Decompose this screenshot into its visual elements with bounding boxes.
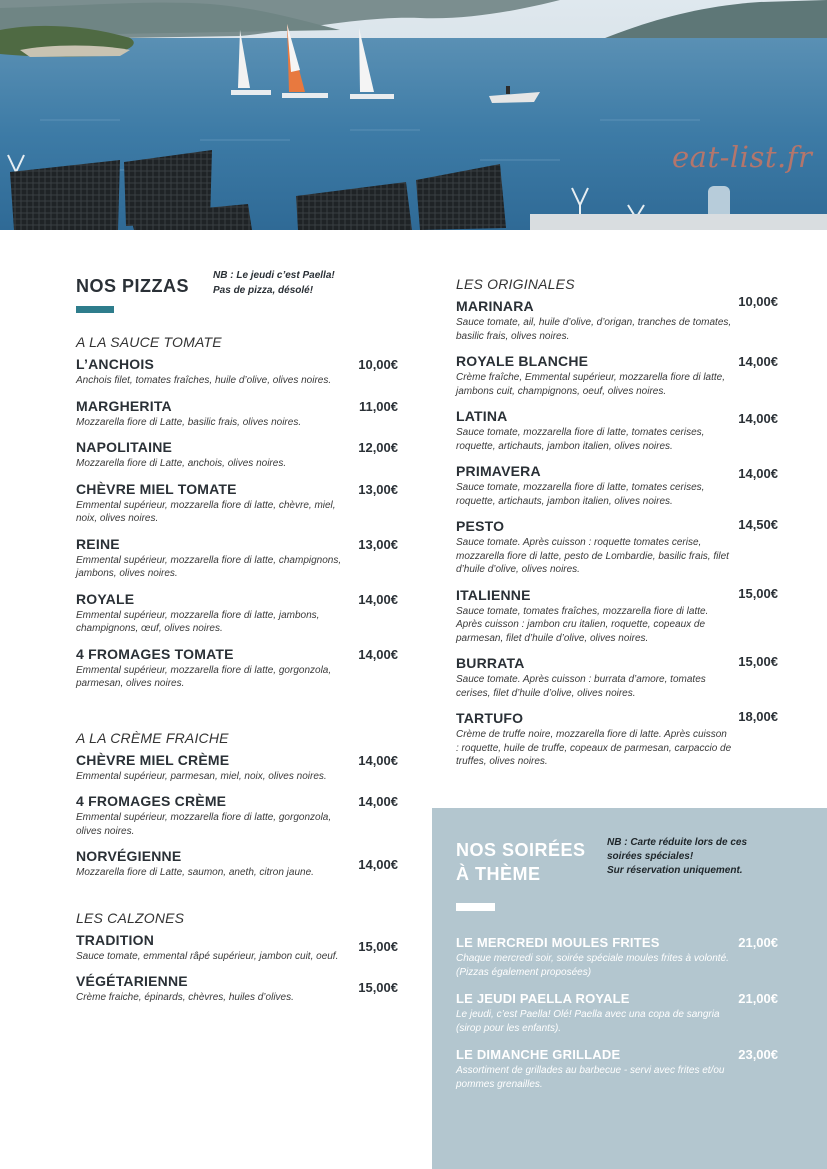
item-description: Mozzarella fiore di Latte, basilic frais, olives noires. xyxy=(76,416,302,428)
item-name: ROYALE xyxy=(76,590,135,607)
menu-item xyxy=(456,587,778,646)
item-price: 14,00€ xyxy=(358,752,398,768)
menu-item xyxy=(76,536,398,581)
item-description: Sauce tomate, tomates fraîches, mozzarella fiore di latte. Après cuisson : jambon cru italien, roquette, copeaux de parmesan, filet d’huile d’olive, olives noires. xyxy=(456,605,709,644)
item-price: 23,00€ xyxy=(738,1047,778,1062)
soirees-note-line: NB : Carte réduite lors de ces xyxy=(607,837,748,848)
item-description: Emmental supérieur, mozzarella fiore di latte, jambons, champignons, œuf, olives noires. xyxy=(76,609,320,634)
item-description: Assortiment de grillades au barbecue - servi avec frites et/ou pommes grenailles. xyxy=(456,1065,725,1090)
item-description: Emmental supérieur, parmesan, miel, noix, olives noires. xyxy=(76,770,327,782)
item-name: TARTUFO xyxy=(456,710,524,726)
item-name: PRIMAVERA xyxy=(456,463,541,479)
section-title: LES ORIGINALES xyxy=(456,276,575,292)
menu-item xyxy=(456,408,778,453)
soirees-note xyxy=(607,836,747,878)
item-price: 14,50€ xyxy=(738,517,778,532)
item-name: MARGHERITA xyxy=(76,397,172,414)
menu-item xyxy=(456,655,778,700)
menu-item xyxy=(456,353,778,398)
menu-item xyxy=(456,518,778,577)
pizzas-header xyxy=(76,268,398,323)
section-sauce-tomate xyxy=(76,334,398,691)
section-title: A LA CRÈME FRAICHE xyxy=(76,729,229,746)
item-name: NORVÉGIENNE xyxy=(76,848,182,864)
item-description: Sauce tomate, emmental râpé supérieur, jambon cuit, oeuf. xyxy=(76,950,339,962)
item-description: Emmental supérieur, mozzarella fiore di latte, gorgonzola, parmesan, olives noires. xyxy=(76,664,332,689)
watermark-text: eat-list.fr xyxy=(672,140,813,174)
title-accent-bar xyxy=(76,306,114,313)
soirees-note-line: Sur réservation uniquement. xyxy=(607,865,743,876)
item-description: Emmental supérieur, mozzarella fiore di latte, gorgonzola, olives noires. xyxy=(76,812,332,837)
menu-item xyxy=(76,793,398,838)
item-description: Le jeudi, c’est Paella! Olé! Paella avec una copa de sangria (sirop pour les enfants). xyxy=(456,1009,720,1034)
menu-item xyxy=(456,710,778,769)
pizzas-column xyxy=(76,268,398,1015)
soirees-title-line: À THÈME xyxy=(456,864,541,884)
item-name: 4 FROMAGES TOMATE xyxy=(76,645,234,662)
item-name: NAPOLITAINE xyxy=(76,439,173,455)
item-price: 11,00€ xyxy=(358,398,398,414)
item-description: Crème fraiche, épinards, chèvres, huiles d’olives. xyxy=(76,992,294,1003)
menu-item xyxy=(456,463,778,508)
item-price: 15,00€ xyxy=(358,938,398,954)
section-title: A LA SAUCE TOMATE xyxy=(76,334,222,350)
item-name: LE JEUDI PAELLA ROYALE xyxy=(456,991,630,1006)
item-description: Crème de truffe noire, mozzarella fiore di latte. Après cuisson : roquette, huile de truffe, copeaux de parmesan, carpaccio de truffes, olives noires. xyxy=(456,729,732,767)
soirees-title-line: NOS SOIRÉES xyxy=(456,840,586,860)
soirees-list xyxy=(456,934,778,1102)
menu-item xyxy=(76,646,398,691)
item-name: L’ANCHOIS xyxy=(76,356,155,372)
menu-item xyxy=(76,752,398,784)
header-photo xyxy=(0,0,827,230)
menu-item xyxy=(456,294,778,343)
item-name: LE MERCREDI MOULES FRITES xyxy=(456,935,660,950)
item-name: VÉGÉTARIENNE xyxy=(76,973,188,989)
menu-item xyxy=(456,934,778,979)
item-price: 14,00€ xyxy=(358,646,398,662)
item-price: 21,00€ xyxy=(738,935,778,950)
item-price: 15,00€ xyxy=(358,980,398,995)
item-price: 15,00€ xyxy=(738,585,778,601)
pizzas-title: NOS PIZZAS xyxy=(76,276,190,296)
item-name: ROYALE BLANCHE xyxy=(456,353,589,369)
item-description: Mozzarella fiore di Latte, saumon, aneth, citron jaune. xyxy=(76,867,314,878)
pizzas-note-line: NB : Le jeudi c’est Paella! xyxy=(213,270,335,281)
item-price: 14,00€ xyxy=(358,794,398,809)
menu-item xyxy=(76,356,398,388)
item-price: 13,00€ xyxy=(358,481,398,497)
menu-item xyxy=(456,1046,778,1091)
menu-item xyxy=(76,932,398,964)
menu-item xyxy=(76,973,398,1005)
item-price: 18,00€ xyxy=(738,709,778,724)
lake-scene-illustration xyxy=(0,0,827,230)
item-description: Anchois filet, tomates fraîches, huile d’olive, olives noires. xyxy=(76,375,332,386)
item-name: 4 FROMAGES CRÈME xyxy=(76,793,227,809)
soirees-box xyxy=(432,808,827,1169)
item-description: Crème fraîche, Emmental supérieur, mozzarella fiore di latte, jambons cuit, champignons, oeuf, olives noires. xyxy=(456,372,725,397)
item-name: REINE xyxy=(76,535,120,552)
item-description: Sauce tomate, ail, huile d’olive, d’origan, tranches de tomates, basilic frais, olives noires. xyxy=(456,317,732,342)
item-description: Mozzarella fiore di Latte, anchois, olives noires. xyxy=(76,458,287,469)
item-description: Chaque mercredi soir, soirée spéciale moules frites à volonté. (Pizzas également proposées) xyxy=(456,953,729,978)
item-price: 15,00€ xyxy=(738,654,778,669)
item-price: 14,00€ xyxy=(738,411,778,426)
soirees-note-line: soirées spéciales! xyxy=(607,851,694,862)
item-name: PESTO xyxy=(456,518,505,534)
item-name: MARINARA xyxy=(456,298,534,314)
originales-column xyxy=(456,276,778,779)
pizzas-note xyxy=(213,268,335,298)
item-price: 13,00€ xyxy=(358,536,398,552)
item-price: 14,00€ xyxy=(358,857,398,872)
item-price: 21,00€ xyxy=(738,991,778,1006)
item-description: Sauce tomate, mozzarella fiore di latte, tomates cerises, roquette, artichauts, jambon italien, olives noires. xyxy=(456,427,705,452)
item-name: LATINA xyxy=(456,408,508,424)
menu-item xyxy=(76,439,398,471)
menu-item xyxy=(76,591,398,636)
menu-item xyxy=(76,848,398,880)
item-price: 10,00€ xyxy=(358,357,398,372)
item-description: Sauce tomate, mozzarella fiore di latte, tomates cerises, roquette, artichauts, jambon italien, olives noires. xyxy=(456,482,705,507)
item-name: TRADITION xyxy=(76,931,155,948)
item-price: 14,00€ xyxy=(738,466,778,481)
item-price: 14,00€ xyxy=(358,591,398,607)
item-price: 14,00€ xyxy=(738,354,778,369)
section-creme-fraiche xyxy=(76,730,398,880)
title-accent-bar xyxy=(456,903,495,911)
soirees-title xyxy=(456,838,586,886)
item-description: Emmental supérieur, mozzarella fiore di latte, chèvre, miel, noix, olives noires. xyxy=(76,499,336,524)
menu-item xyxy=(76,398,398,430)
item-description: Sauce tomate. Après cuisson : roquette tomates cerise, mozzarella fiore di latte, pesto de Lombardie, basilic frais, filet d’huile d’olive, olives noires. xyxy=(456,537,729,575)
item-name: BURRATA xyxy=(456,655,525,671)
item-name: CHÈVRE MIEL CRÈME xyxy=(76,751,230,768)
section-title: LES CALZONES xyxy=(76,909,185,926)
menu-item xyxy=(76,481,398,526)
item-price: 12,00€ xyxy=(358,440,398,455)
item-description: Emmental supérieur, mozzarella fiore di latte, champignons, jambons, olives noires. xyxy=(76,554,342,579)
item-name: ITALIENNE xyxy=(456,586,531,603)
item-name: CHÈVRE MIEL TOMATE xyxy=(76,480,237,497)
item-price: 10,00€ xyxy=(738,294,778,309)
item-description: Sauce tomate. Après cuisson : burrata d’amore, tomates cerises, filet d’huile d’olive, olives noires. xyxy=(456,674,706,699)
menu-item xyxy=(456,990,778,1035)
section-calzones xyxy=(76,910,398,1005)
pizzas-note-line: Pas de pizza, désolé! xyxy=(213,285,314,296)
item-name: LE DIMANCHE GRILLADE xyxy=(456,1047,621,1062)
